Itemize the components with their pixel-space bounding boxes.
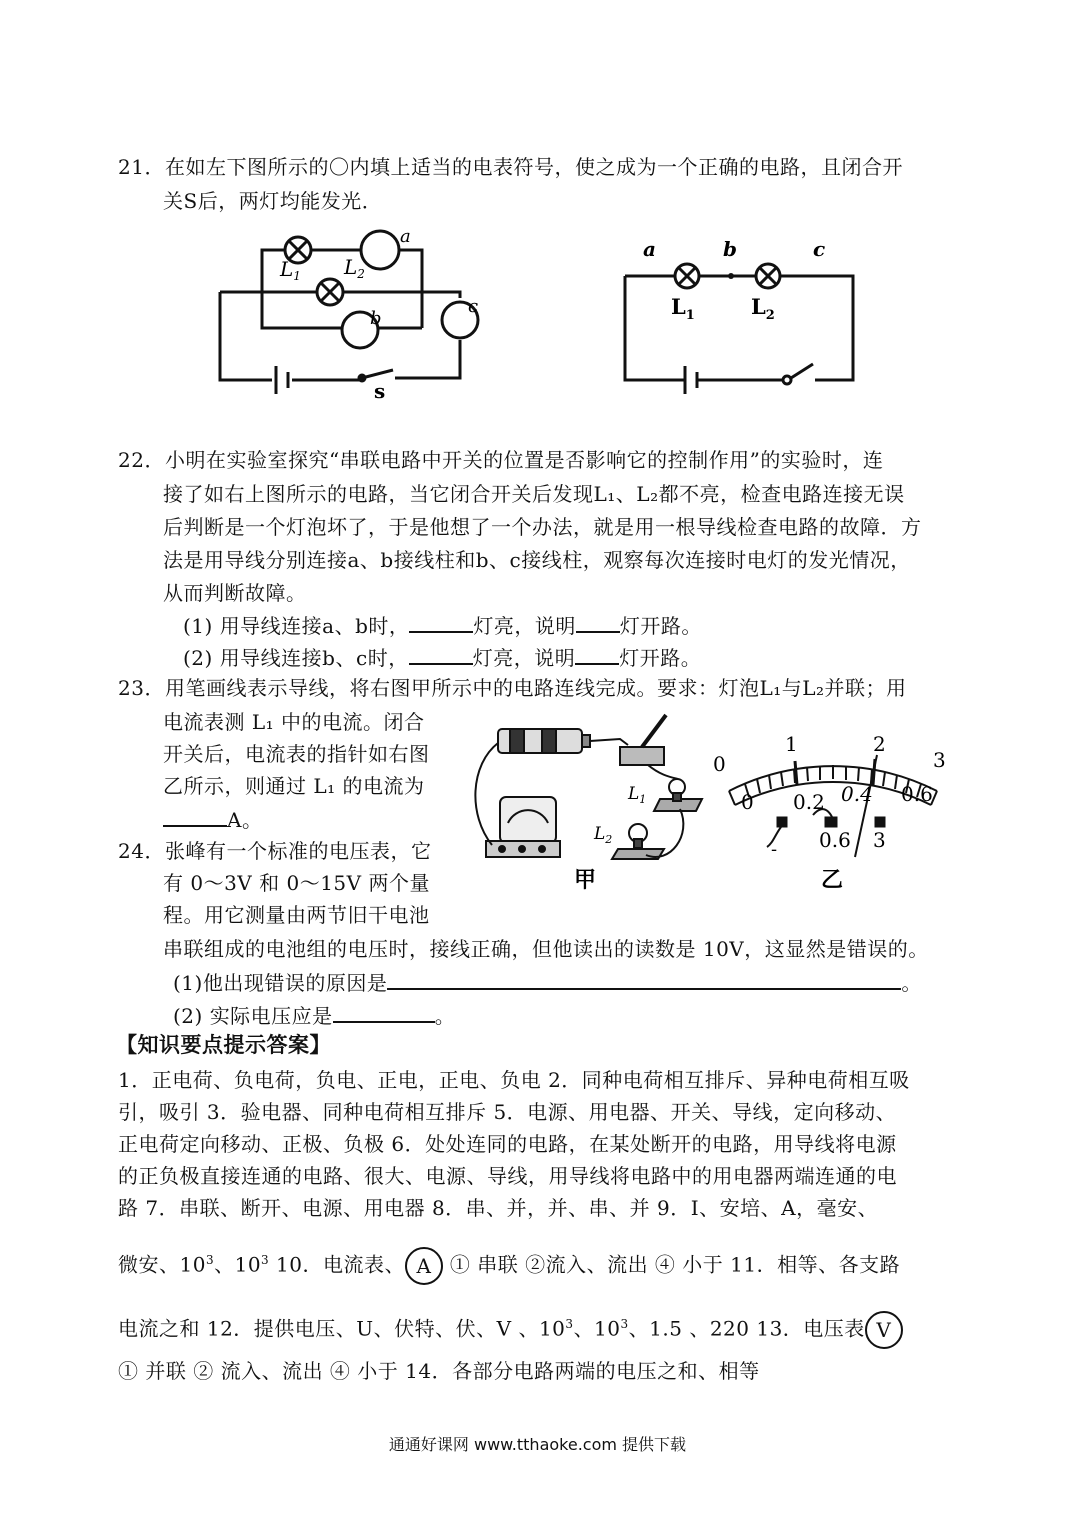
q23-jia-l2-label: $L_2$	[594, 824, 613, 846]
q24-line3: 程。用它测量由两节旧干电池	[163, 903, 430, 927]
q22-right-l2-label: $L_2$	[751, 294, 775, 323]
answers-line7-c: 、1.5 、220 13．电压表	[628, 1316, 865, 1341]
voltmeter-symbol: V	[865, 1311, 903, 1349]
q22-line1: 22．小明在实验室探究“串联电路中开关的位置是否影响它的控制作用”的实验时，连	[118, 448, 884, 472]
q23-yi-inner-0: 0	[741, 790, 754, 814]
q21-left-b-label: b	[370, 308, 382, 329]
q23-yi-terminal-minus: -	[771, 839, 778, 860]
answers-line2: 引，吸引 3．验电器、同种电荷相互排斥 5．电源、用电器、开关、导线，定向移动、	[118, 1100, 897, 1124]
answers-line3: 正电荷定向移动、正极、负极 6．处处连同的电路，在某处断开的电路，用导线将电源	[118, 1132, 897, 1156]
q22-item2-text-a: (2) 用导线连接b、c时，	[183, 646, 409, 670]
answers-line7-a: 电流之和 12．提供电压、U、伏特、伏、V 、10	[118, 1316, 566, 1341]
answers-heading: 【知识要点提示答案】	[116, 1032, 331, 1057]
q23-yi-inner-06: 0.6	[901, 782, 933, 806]
q24-item2	[173, 1001, 455, 1029]
q23-fig-yi-ammeter-dial	[705, 705, 955, 895]
q21-left-l2-label: $L_2$	[344, 255, 365, 281]
q24-reason-blank[interactable]	[387, 968, 901, 990]
q23-yi-terminal-06: 0.6	[819, 828, 851, 852]
q23-jia-caption: 甲	[574, 867, 597, 893]
answers-line6-exp1: 3	[205, 1253, 215, 1267]
q23-line1: 23．用笔画线表示导线，将右图甲所示中的电路连线完成。要求：灯泡L₁与L₂并联；用	[118, 676, 907, 700]
q23-line4: 乙所示，则通过 L₁ 的电流为	[163, 774, 425, 798]
answers-line1: 1．正电荷、负电荷，负电、正电，正电、负电 2．同种电荷相互排斥、异种电荷相互吸	[118, 1068, 910, 1092]
q24-line4: 串联组成的电池组的电压时，接线正确，但他读出的读数是 10V，这显然是错误的。	[163, 937, 929, 961]
answers-line6	[118, 1242, 900, 1285]
q21-left-s-label: s	[374, 379, 386, 403]
q23-line2: 电流表测 L₁ 中的电流。闭合	[163, 710, 425, 734]
q22-right-circuit-diagram	[615, 232, 875, 392]
answers-line4: 的正负极直接连通的电路、很大、电源、导线，用导线将电路中的用电器两端连通的电	[118, 1164, 897, 1188]
q24-line2: 有 0～3V 和 0～15V 两个量	[163, 871, 430, 895]
answers-line7-exp2: 3	[620, 1317, 629, 1331]
q23-yi-inner-04: 0.4	[841, 782, 873, 806]
q23-yi-inner-02: 0.2	[793, 790, 825, 814]
q24-item1	[173, 968, 922, 996]
q23-yi-outer-3: 3	[933, 748, 946, 772]
answers-line6-a: 微安、10	[118, 1252, 206, 1277]
answers-line7-b: 、10	[573, 1316, 621, 1341]
q23-yi-caption: 乙	[821, 867, 844, 893]
answers-line7	[118, 1306, 903, 1349]
q22-item2-text-b: 灯亮，说明	[472, 646, 576, 670]
q22-item2-blank1[interactable]	[409, 643, 473, 665]
q24-voltage-blank[interactable]	[333, 1001, 435, 1023]
q23-fig-jia-apparatus	[470, 705, 710, 895]
q22-right-c-label: c	[813, 237, 826, 261]
q22-right-b-label: b	[723, 237, 737, 261]
q21-left-circuit-diagram	[210, 220, 500, 405]
page-footer: 通通好课网 www.tthaoke.com 提供下载	[388, 1435, 687, 1454]
q22-item2-text-c: 灯开路。	[619, 646, 702, 670]
q23-yi-terminal-3: 3	[873, 828, 886, 852]
q22-line4: 法是用导线分别连接a、b接线柱和b、c接线柱，观察每次连接时电灯的发光情况，	[163, 548, 911, 572]
answers-line6-c: 10．电流表、	[269, 1252, 405, 1277]
q21-left-a-label: a	[400, 226, 411, 247]
q23-yi-outer-1: 1	[785, 732, 798, 756]
q23-unit: A。	[227, 808, 263, 832]
q22-item1-text-a: (1) 用导线连接a、b时，	[183, 614, 410, 638]
q21-line2: 关S后，两灯均能发光．	[163, 189, 383, 213]
q23-line5	[163, 805, 262, 833]
q22-right-l1-label: $L_1$	[671, 294, 695, 323]
q22-item1-blank1[interactable]	[409, 611, 473, 633]
q23-yi-outer-2: 2	[873, 732, 886, 756]
q24-item1-end: 。	[901, 971, 922, 995]
q24-item2-end: 。	[434, 1004, 456, 1028]
answers-line6-b: 、10	[214, 1252, 262, 1277]
q22-item1	[183, 611, 702, 639]
answers-line5: 路 7．串联、断开、电源、用电器 8．串、并，并、串、并 9．I、安培、A，毫安、	[118, 1196, 879, 1220]
q23-jia-l1-label: $L_1$	[628, 784, 647, 806]
q24-line1: 24．张峰有一个标准的电压表，它	[118, 839, 432, 863]
q22-line5: 从而判断故障。	[163, 581, 307, 605]
q21-line1: 21．在如左下图所示的〇内填上适当的电表符号，使之成为一个正确的电路，且闭合开	[118, 155, 903, 179]
answers-line7-exp1: 3	[565, 1317, 574, 1331]
q22-line3: 后判断是一个灯泡坏了，于是他想了一个办法，就是用一根导线检查电路的故障．方	[163, 515, 922, 539]
q22-item2-blank2[interactable]	[575, 643, 619, 665]
q22-item1-text-b: 灯亮，说明	[473, 614, 576, 638]
q22-line2: 接了如右上图所示的电路，当它闭合开关后发现L₁、L₂都不亮，检查电路连接无误	[163, 482, 905, 506]
q22-item1-blank2[interactable]	[576, 611, 620, 633]
q24-item2-text: (2) 实际电压应是	[173, 1004, 333, 1028]
answers-line6-exp2: 3	[261, 1253, 270, 1267]
q23-current-blank[interactable]	[163, 805, 227, 827]
q23-yi-outer-0: 0	[713, 752, 726, 776]
q21-left-l1-label: $L_1$	[280, 257, 301, 283]
answers-line6-d: ① 串联 ②流入、流出 ④ 小于 11．相等、各支路	[443, 1252, 901, 1277]
q24-item1-text: (1)他出现错误的原因是	[173, 971, 388, 995]
q22-item2	[183, 643, 701, 671]
ammeter-symbol: A	[405, 1247, 443, 1285]
q22-item1-text-c: 灯开路。	[619, 614, 702, 638]
q22-right-a-label: a	[643, 237, 656, 261]
q23-line3: 开关后，电流表的指针如右图	[163, 742, 430, 766]
answers-line8: ① 并联 ② 流入、流出 ④ 小于 14．各部分电路两端的电压之和、相等	[118, 1359, 760, 1383]
q21-left-c-label: c	[468, 296, 479, 317]
